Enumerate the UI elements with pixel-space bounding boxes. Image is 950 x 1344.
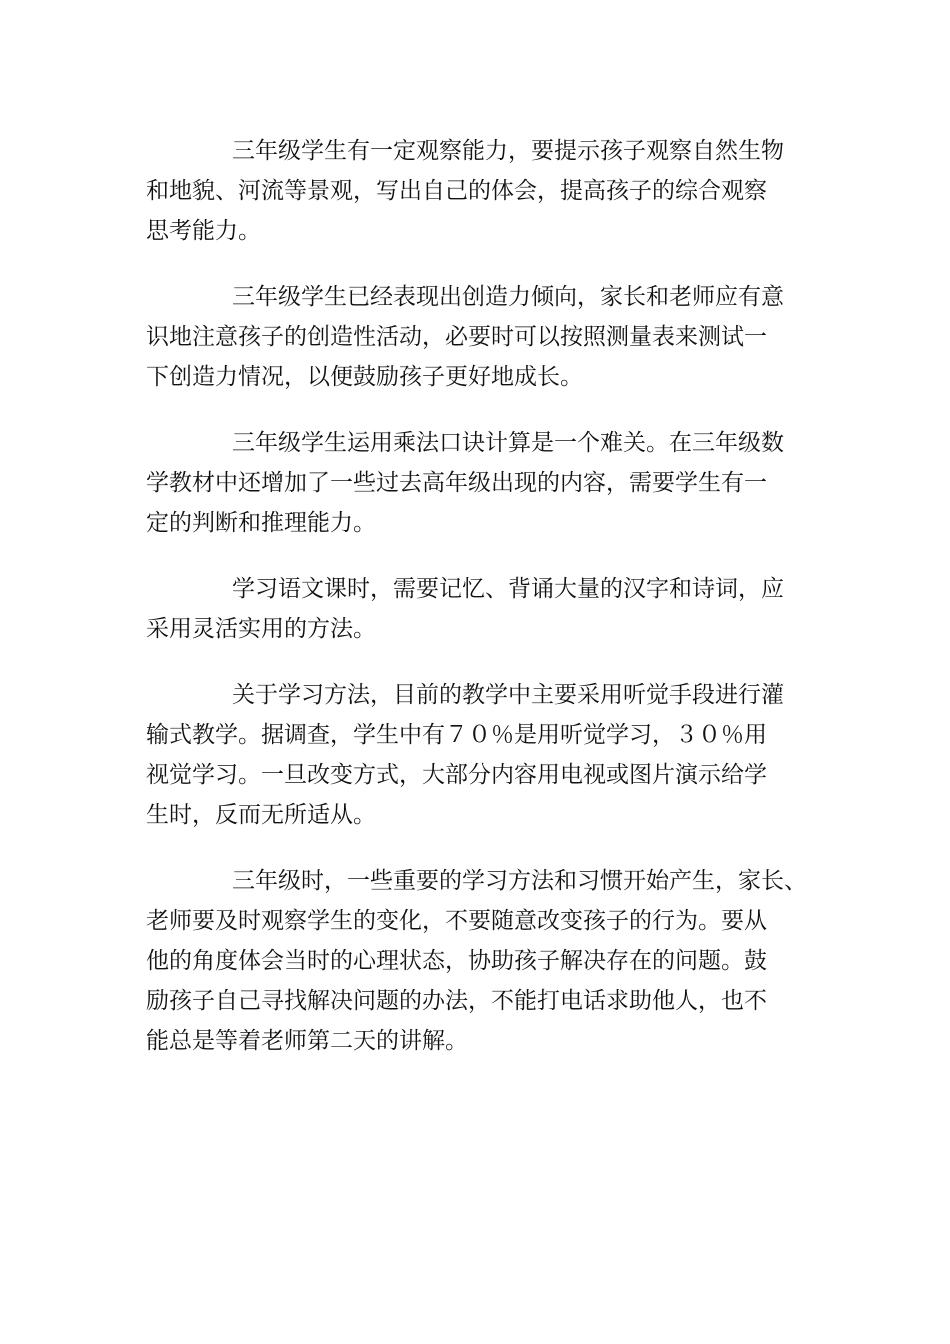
paragraph-line: 视觉学习。一旦改变方式，大部分内容用电视或图片演示给学 (146, 762, 767, 788)
paragraph-line: 三年级学生已经表现出创造力倾向，家长和老师应有意 (232, 284, 784, 310)
paragraph-observation (146, 131, 826, 251)
paragraph-line: 励孩子自己寻找解决问题的办法，不能打电话求助他人，也不 (146, 988, 767, 1014)
paragraph-habits (146, 861, 826, 1061)
paragraph-learning-methods (146, 675, 826, 835)
paragraph-line: 三年级学生有一定观察能力，要提示孩子观察自然生物 (232, 138, 784, 164)
paragraph-line: 定的判断和推理能力。 (146, 510, 376, 536)
paragraph-line: 三年级学生运用乘法口诀计算是一个难关。在三年级数 (232, 430, 784, 456)
paragraph-line: 思考能力。 (146, 218, 261, 244)
paragraph-line: 学教材中还增加了一些过去高年级出现的内容，需要学生有一 (146, 470, 767, 496)
paragraph-multiplication (146, 423, 826, 543)
paragraph-line: 三年级时，一些重要的学习方法和习惯开始产生，家长、 (232, 868, 807, 894)
paragraph-line: 采用灵活实用的方法。 (146, 616, 376, 642)
paragraph-line: 他的角度体会当时的心理状态，协助孩子解决存在的问题。鼓 (146, 948, 767, 974)
paragraph-line: 和地貌、河流等景观，写出自己的体会，提高孩子的综合观察 (146, 178, 767, 204)
paragraph-line: 老师要及时观察学生的变化，不要随意改变孩子的行为。要从 (146, 908, 767, 934)
paragraph-line: 能总是等着老师第二天的讲解。 (146, 1028, 468, 1054)
paragraph-line: 输式教学。据调查，学生中有７０％是用听觉学习，３０％用 (146, 722, 767, 748)
paragraph-creativity (146, 277, 826, 397)
document-body (146, 131, 826, 1087)
paragraph-line: 识地注意孩子的创造性活动，必要时可以按照测量表来测试一 (146, 324, 767, 350)
paragraph-line: 学习语文课时，需要记忆、背诵大量的汉字和诗词，应 (232, 576, 784, 602)
paragraph-chinese-class (146, 569, 826, 649)
paragraph-line: 生时，反而无所适从。 (146, 802, 376, 828)
paragraph-line: 下创造力情况，以便鼓励孩子更好地成长。 (146, 364, 583, 390)
paragraph-line: 关于学习方法，目前的教学中主要采用听觉手段进行灌 (232, 682, 784, 708)
